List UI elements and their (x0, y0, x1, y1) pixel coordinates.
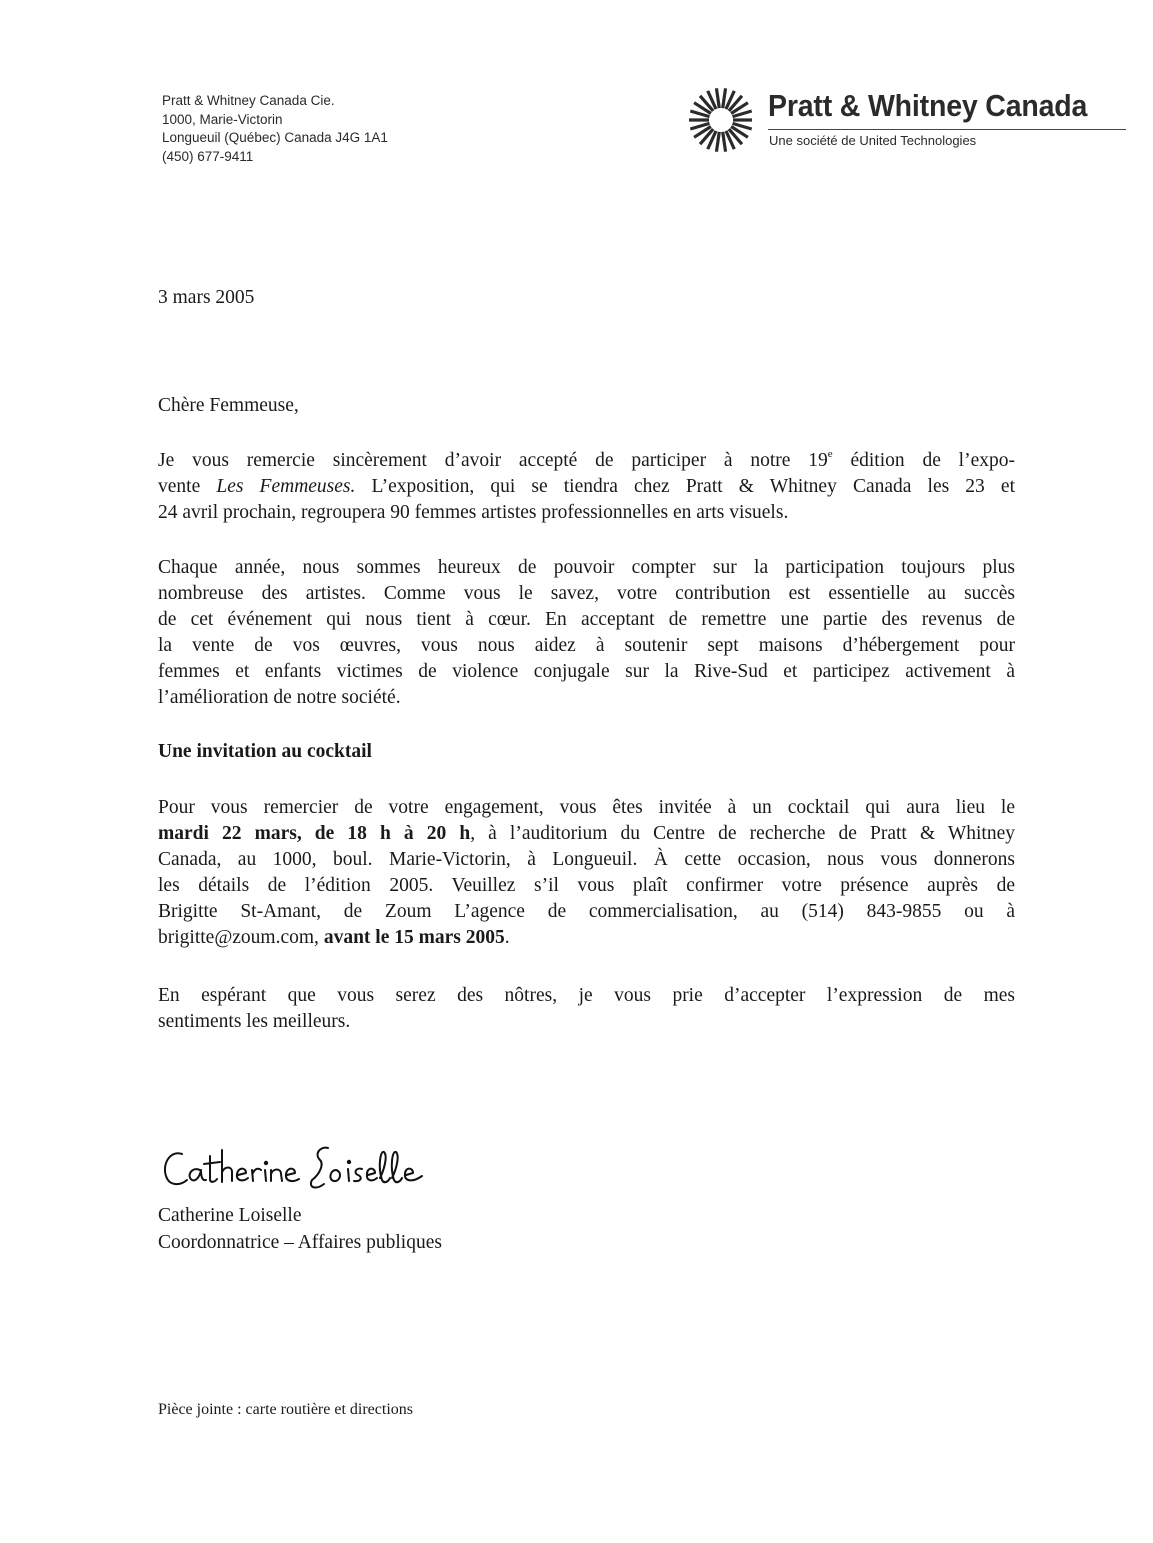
logo-ray (716, 88, 719, 108)
paragraph-line: Chaque année, nous sommes heureux de pouvoir compter sur la participation toujours plus (158, 557, 1015, 578)
paragraph-line: En espérant que vous serez des nôtres, je vous prie d’accepter l’expression de mes (158, 985, 1015, 1006)
paragraph-line: Canada, au 1000, boul. Marie-Victorin, à Longueuil. À cette occasion, nous vous donnerons (158, 849, 1015, 870)
logo-name: Pratt & Whitney Canada (768, 88, 1088, 123)
paragraph-line: de cet événement qui nous tient à cœur. En acceptant de remettre une partie des revenus de (158, 609, 1015, 630)
salutation: Chère Femmeuse, (158, 395, 299, 416)
company-logo (684, 86, 1129, 156)
logo-divider (768, 129, 1126, 130)
rsvp-deadline: avant le 15 mars 2005 (323, 927, 505, 948)
superscript-e: e (827, 448, 833, 460)
sender-company: Pratt & Whitney Canada Cie. (162, 93, 335, 108)
sender-address (162, 92, 388, 166)
paragraph-line: nombreuse des artistes. Comme vous le savez, votre contribution est essentielle au succès (158, 583, 1015, 604)
enclosure-note: Pièce jointe : carte routière et directions (158, 1401, 413, 1418)
paragraph-closing (158, 983, 1015, 1035)
paragraph-participation (158, 555, 1015, 711)
paragraph-line: Pour vous remercier de votre engagement, vous êtes invitée à un cocktail qui aura lieu le (158, 797, 1015, 818)
signer-title: Coordonnatrice – Affaires publiques (158, 1232, 442, 1253)
paragraph-line: les détails de l’édition 2005. Veuillez s’il vous plaît confirmer votre présence auprès de (158, 875, 1015, 896)
signer-name: Catherine Loiselle (158, 1205, 302, 1226)
logo-ray (723, 88, 726, 108)
paragraph-line: 24 avril prochain, regroupera 90 femmes artistes professionnelles en arts visuels. (158, 502, 789, 523)
sender-phone: (450) 677-9411 (162, 148, 254, 164)
handwritten-signature (160, 1140, 430, 1208)
exhibition-title: Les Femmeuses. (216, 476, 356, 497)
paragraph-line: vente Les Femmeuses. L’exposition, qui se tiendra chez Pratt & Whitney Canada les 23 et (158, 476, 1015, 497)
paragraph-line: Je vous remercie sincèrement d’avoir accepté de participer à notre 19e édition de l’expo- (158, 448, 1015, 471)
section-heading: Une invitation au cocktail (158, 741, 372, 762)
paragraph-line: sentiments les meilleurs. (158, 1011, 351, 1032)
paragraph-line: la vente de vos œuvres, vous nous aidez à soutenir sept maisons d’hébergement pour (158, 635, 1015, 656)
paragraph-intro (158, 448, 1015, 526)
paragraph-line: brigitte@zoum.com, avant le 15 mars 2005. (158, 927, 510, 948)
paragraph-line: Brigitte St-Amant, de Zoum L’agence de commercialisation, au (514) 843-9855 ou à (158, 901, 1015, 922)
contact-email: brigitte@zoum.com, (158, 927, 324, 948)
logo-ray (716, 132, 719, 152)
event-datetime: mardi 22 mars, de 18 h à 20 h (158, 823, 471, 844)
paragraph-line: l’amélioration de notre société. (158, 687, 401, 708)
sunburst-logo-icon (684, 86, 752, 154)
letter-date: 3 mars 2005 (158, 287, 255, 308)
sender-city: Longueuil (Québec) Canada J4G 1A1 (162, 130, 388, 145)
logo-ray (723, 132, 726, 152)
sender-street: 1000, Marie-Victorin (162, 111, 283, 127)
paragraph-line: mardi 22 mars, de 18 h à 20 h, à l’auditorium du Centre de recherche de Pratt & Whitney (158, 823, 1015, 844)
paragraph-line: femmes et enfants victimes de violence conjugale sur la Rive-Sud et participez activement à (158, 661, 1015, 682)
logo-tagline: Une société de United Technologies (769, 133, 977, 148)
paragraph-invitation (158, 795, 1015, 951)
